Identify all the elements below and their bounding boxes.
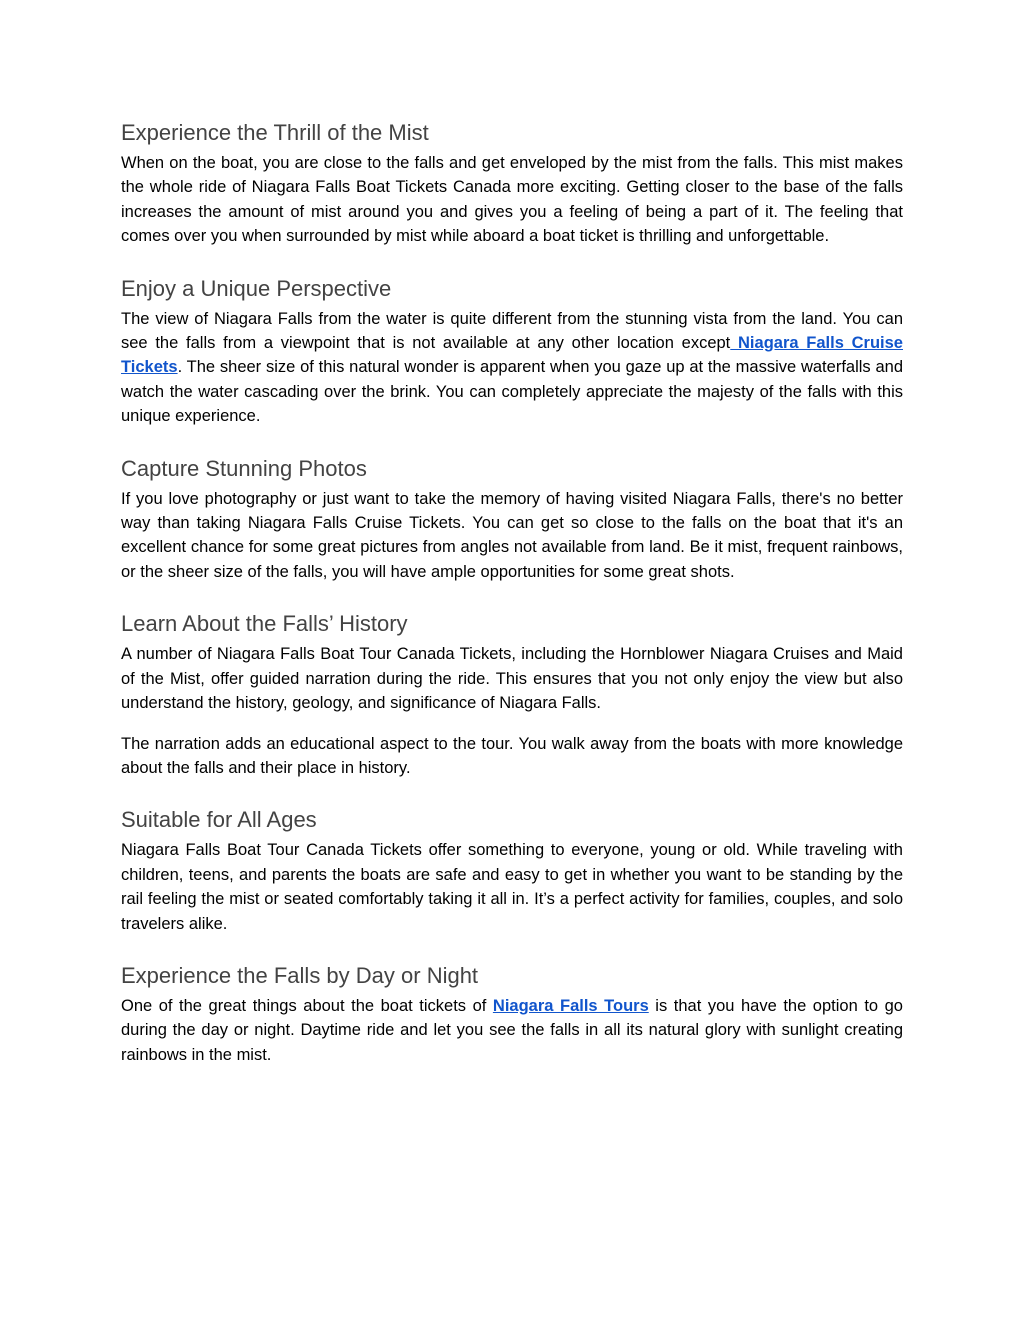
- section-paragraph: A number of Niagara Falls Boat Tour Canada Tickets, including the Hornblower Niagara Cruises and Maid of the Mist, offer guided narration during the ride. This ensures that you not only enjoy the view but also understand the history, geology, and significance of Niagara Falls.: [121, 645, 903, 713]
- paragraph-text: The view of Niagara Falls from the water is quite different from the stunning vista from the land. You can see the falls from a viewpoint that is not available at any other location except: [121, 309, 903, 353]
- section-heading: Learn About the Falls’ History: [121, 611, 408, 637]
- section-heading: Experience the Falls by Day or Night: [121, 962, 479, 988]
- section-heading: Experience the Thrill of the Mist: [121, 120, 429, 145]
- section-paragraph: The narration adds an educational aspect to the tour. You walk away from the boats with more knowledge about the falls and their place in history.: [121, 734, 903, 777]
- section-paragraph: When on the boat, you are close to the falls and get enveloped by the mist from the falls. This mist makes the whole ride of Niagara Falls Boat Tickets Canada more exciting. Getting closer to the base of the falls increases the amount of mist around you and gives you a feeling of being a part of it. The feeling that comes over you when surrounded by mist while aboard a boat ticket is thrilling and unforgettable.: [121, 154, 903, 246]
- paragraph-text: One of the great things about the boat tickets of: [121, 996, 493, 1015]
- section-heading: Suitable for All Ages: [121, 807, 317, 833]
- section-heading: Capture Stunning Photos: [121, 455, 367, 481]
- niagara-falls-tours-link[interactable]: Niagara Falls Tours: [492, 996, 649, 1015]
- section-paragraph: If you love photography or just want to take the memory of having visited Niagara Falls, there's no better way than taking Niagara Falls Cruise Tickets. You can get so close to the falls on the boat that it's an excellent chance for some great pictures from angles not available from land. Be it mist, frequent rainbows, or the sheer size of the falls, you will have ample opportunities for some great shots.: [121, 489, 903, 581]
- section-day-or-night: [121, 961, 903, 1067]
- section-unique-perspective: [121, 274, 903, 429]
- section-falls-history: [121, 609, 903, 780]
- paragraph-text: . The sheer size of this natural wonder is apparent when you gaze up at the massive waterfalls and watch the water cascading over the brink. You can completely appreciate the majesty of the falls with this unique experience.: [121, 358, 903, 426]
- document-page: [121, 118, 903, 1092]
- section-paragraph: Niagara Falls Boat Tour Canada Tickets offer something to everyone, young or old. While traveling with children, teens, and parents the boats are safe and easy to get in whether you want to be standing by the rail feeling the mist or seated comfortably taking it all in. It’s a perfect activity for families, couples, and solo travelers alike.: [121, 841, 903, 933]
- paragraph-text: is that you have the option to go during the day or night. Daytime ride and let you see the falls in all its natural glory with sunlight creating rainbows in the mist.: [121, 996, 903, 1064]
- section-heading: Enjoy a Unique Perspective: [121, 275, 392, 301]
- section-paragraph: [121, 307, 903, 429]
- niagara-falls-cruise-tickets-link[interactable]: Niagara Falls Cruise Tickets: [121, 334, 903, 377]
- section-paragraph: [121, 994, 903, 1067]
- section-thrill-of-mist: [121, 118, 903, 249]
- section-all-ages: [121, 805, 903, 936]
- section-stunning-photos: [121, 454, 903, 585]
